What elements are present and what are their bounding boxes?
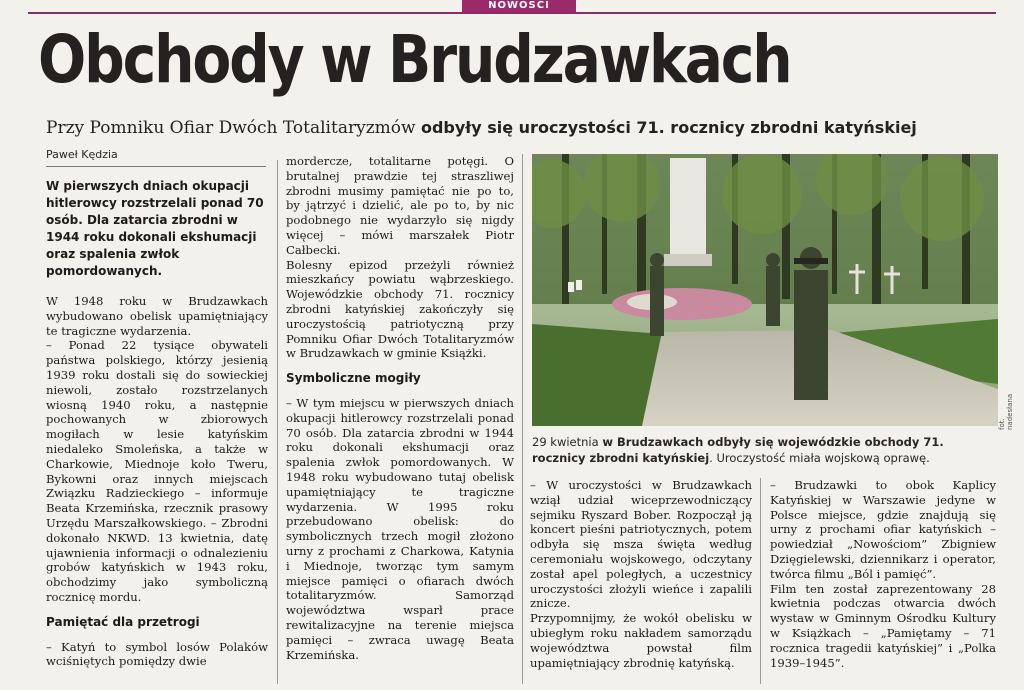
author-byline: Paweł Kędzia	[46, 148, 118, 161]
subheadline-part2: odbyły się uroczystości 71. rocznicy zbrodni katyńskiej	[420, 118, 917, 137]
section-subhead: Pamiętać dla przetrogi	[46, 614, 200, 629]
column-divider	[760, 478, 761, 684]
column-3	[530, 478, 752, 670]
paragraph: – Katyń to symbol losów Polaków wciśniętych pomiędzy dwie	[46, 639, 268, 669]
subheadline-part1: Przy Pomniku Ofiar Dwóch Totalitaryzmów	[46, 118, 421, 138]
paragraph: – W tym miejscu w pierwszych dniach okupacji hitlerowcy rozstrzelali ponad 70 osób. Dla zatarcia zbrodni w 1944 roku dokonali ekshumacji oraz spalenia zwłok pomordowanych. W 1948 roku wybudowano tutaj obelisk upamiętniający te tragiczne wydarzenia. W 1995 roku przebudowano obelisk: do symbolicznych trzech mogił złożono urny z prochami z Charkowa, Katynia i Miednoje, tworząc tym samym miejsce pamięci o ofiarach dwóch totalitaryzmów. Samorząd województwa wsparł prace rewitalizacyjne na terenie miejsca pamięci – zwraca uwagę Beata Krzemińska.	[286, 395, 514, 662]
photo-caption	[532, 434, 998, 466]
caption-part1: 29 kwietnia	[532, 435, 603, 449]
caption-part3: . Uroczystość miała wojskową oprawę.	[709, 451, 930, 465]
paragraph: W 1948 roku w Brudzawkach wybudowano obelisk upamiętniający te tragiczne wydarzenia.	[46, 294, 268, 338]
section-subhead: Symboliczne mogiły	[286, 371, 421, 386]
column-2	[286, 154, 514, 662]
photo-credit: fot. nadesłana	[998, 393, 1014, 430]
column-4	[770, 478, 996, 670]
paragraph: – Ponad 22 tysiące obywateli państwa polskiego, którzy jesienią 1939 roku dostali się do sowieckiej niewoli, zostało rozstrzelanych wiosną 1940 roku, a następnie pochowanych w zbiorowych mogiłach w lesie katyńskim niedaleko Smoleńska, a także w Charkowie, Miednoje koło Tweru, Bykowni oraz innych miejscach Związku Radzieckiego – informuje Beata Krzemińska, rzecznik prasowy Urzędu Marszałkowskiego. – Zbrodni dokonało NKWD. 13 kwietnia, datę ujawnienia informacji o odnalezieniu grobów katyńskich w 1943 roku, obchodzimy jako symboliczną rocznicę mordu.	[46, 338, 268, 604]
headline: Obchody w Brudzawkach	[38, 21, 791, 98]
column-divider	[522, 154, 523, 684]
subheadline	[46, 116, 996, 140]
paragraph: – W uroczystości w Brudzawkach wziął udział wiceprzewodniczący sejmiku Ryszard Bober. Rozpoczął ją koncert pieśni patriotycznych, potem odbyła się msza święta według ceremoniału wojskowego, odczytany został apel poległych, a uczestnicy uroczystości złożyli wieńce i zapalili znicze.	[530, 478, 752, 611]
paragraph: Przypomnijmy, że wokół obelisku w ubiegłym roku nakładem samorządu województwa powstał film upamiętniający zbrodnię katyńską.	[530, 611, 752, 670]
caption-part2: w Brudzawkach odbyły się wojewódzkie obchody 71. rocznicy zbrodni katyńskiej	[532, 435, 944, 465]
section-tab: NOWOŚCI	[462, 0, 576, 12]
lead-paragraph: W pierwszych dniach okupacji hitlerowcy rozstrzelali ponad 70 osób. Dla zatarcia zbrodni w 1944 roku dokonali ekshumacji oraz spalenia zwłok pomordowanych.	[46, 179, 264, 278]
paragraph: Bolesny epizod przeżyli również mieszkańcy powiatu wąbrzeskiego. Wojewódzkie obchody 71. rocznicy zbrodni katyńskiej zakończyły się uroczystością patriotyczną przy Pomniku Ofiar Dwóch Totalitaryzmów w Brudzawkach w gminie Książki.	[286, 257, 514, 361]
column-1	[46, 178, 268, 669]
ceremony-photo-illustration	[532, 154, 998, 426]
ceremony-photo	[532, 154, 998, 426]
paragraph: – Brudzawki to obok Kaplicy Katyńskiej w Warszawie jedyne w Polsce miejsce, gdzie znajdują się urny z prochami ofiar katyńskich – powiedział „Nowościom” Zbigniew Dzięgielewski, dziennikarz i operator, twórca filmu „Ból i pamięć”.	[770, 478, 996, 581]
column-divider	[277, 160, 278, 684]
paragraph: mordercze, totalitarne potęgi. O brutalnej prawdzie tej straszliwej zbrodni musimy pamiętać nie po to, by jątrzyć i dzielić, ale po to, by nic podobnego nie wydarzyło się nigdy więcej – mówi marszałek Piotr Całbecki.	[286, 154, 514, 257]
author-rule	[46, 166, 266, 167]
paragraph: Film ten został zaprezentowany 28 kwietnia podczas otwarcia dwóch wystaw w Gminnym Ośrodku Kultury w Książkach – „Pamiętamy – 71 rocznica tragedii katyńskiej” i „Polka 1939–1945”.	[770, 581, 996, 670]
